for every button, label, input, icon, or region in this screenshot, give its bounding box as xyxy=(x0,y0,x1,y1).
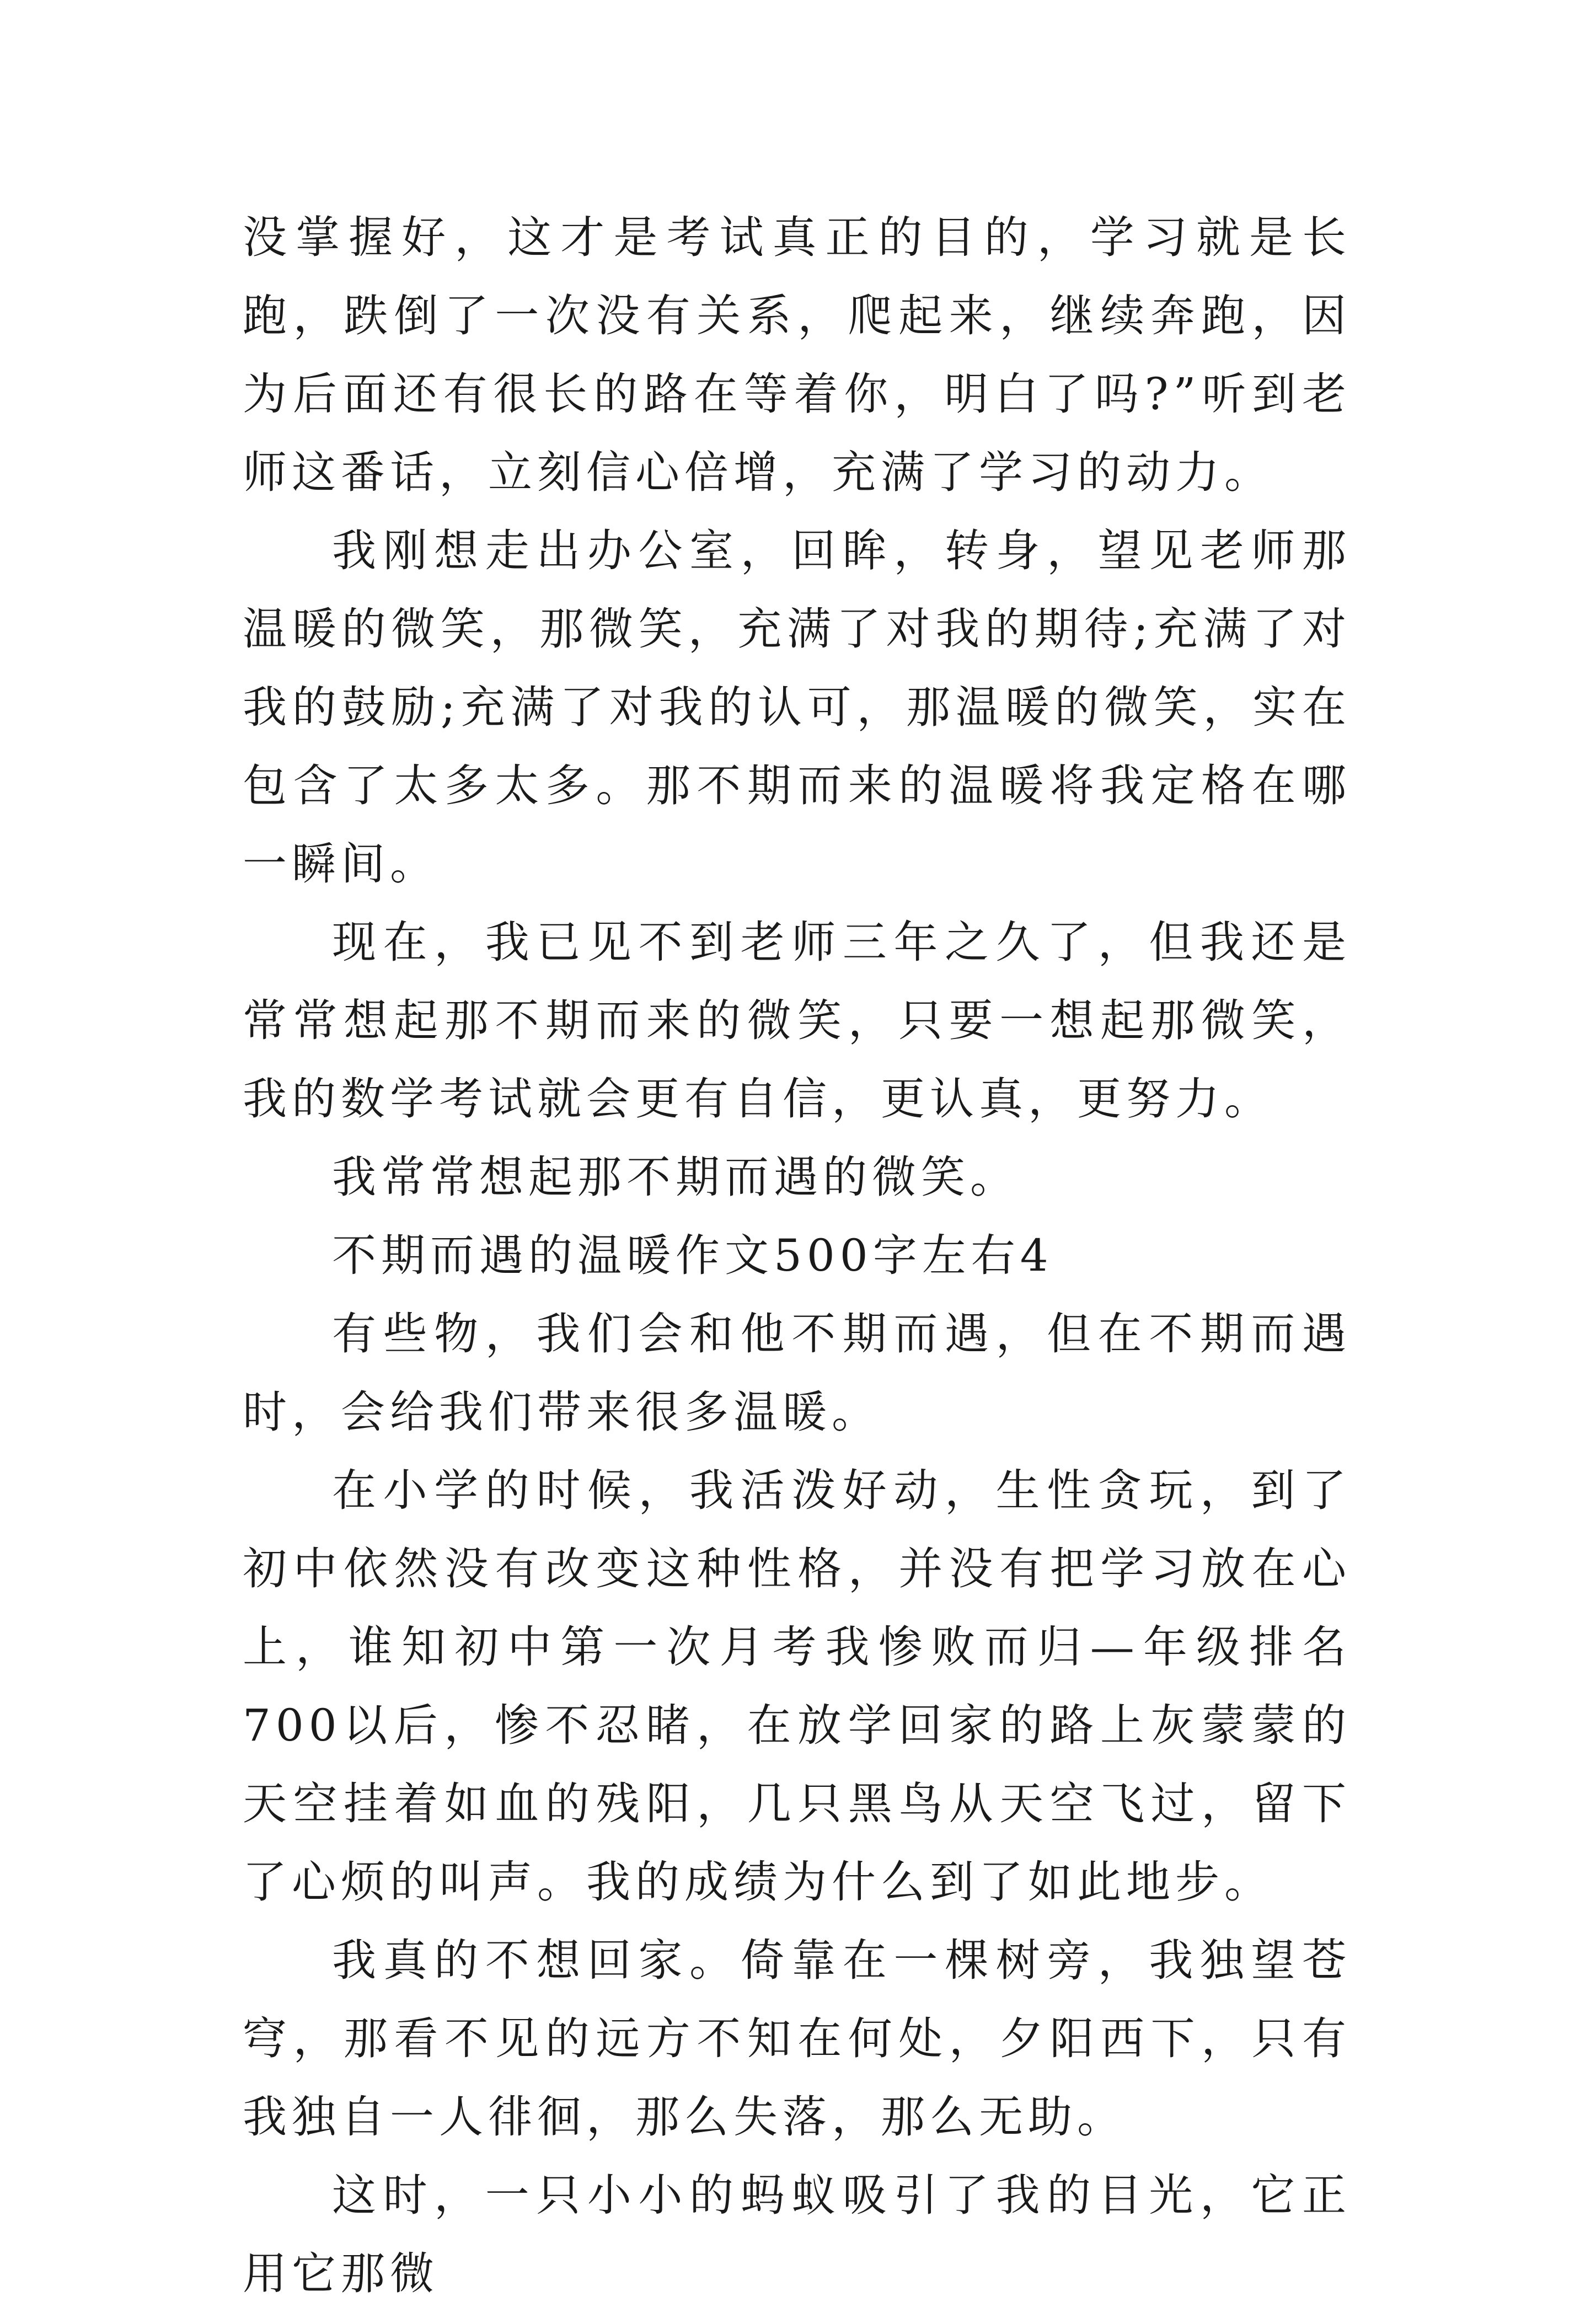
paragraph-8: 这时，一只小小的蚂蚁吸引了我的目光，它正用它那微 xyxy=(243,2170,1351,2299)
section-heading: 不期而遇的温暖作文500字左右4 xyxy=(332,1230,1053,1281)
paragraph-4: 我常常想起那不期而遇的微笑。 xyxy=(332,1152,1019,1203)
paragraph-1: 没掌握好，这才是考试真正的目的，学习就是长跑，跌倒了一次没有关系，爬起来，继续奔跑，因为后面还有很长的路在等着你，明白了吗?”听到老师这番话，立刻信心倍增，充满了学习的动力。 xyxy=(243,212,1351,498)
paragraph-5: 有些物，我们会和他不期而遇，但在不期而遇时，会给我们带来很多温暖。 xyxy=(243,1308,1351,1438)
paragraph-2: 我刚想走出办公室，回眸，转身，望见老师那温暖的微笑，那微笑，充满了对我的期待;充满了对我的鼓励;充满了对我的认可，那温暖的微笑，实在包含了太多太多。那不期而来的温暖将我定格在哪一瞬间。 xyxy=(243,525,1351,890)
paragraph-3: 现在，我已见不到老师三年之久了，但我还是常常想起那不期而来的微笑，只要一想起那微笑，我的数学考试就会更有自信，更认真，更努力。 xyxy=(243,917,1351,1125)
essay-body xyxy=(243,199,1351,2313)
paragraph-7: 我真的不想回家。倚靠在一棵树旁，我独望苍穹，那看不见的远方不知在何处，夕阳西下，只有我独自一人徘徊，那么失落，那么无助。 xyxy=(243,1935,1351,2143)
paragraph-6: 在小学的时候，我活泼好动，生性贪玩，到了初中依然没有改变这种性格，并没有把学习放在心上，谁知初中第一次月考我惨败而归—年级排名700以后，惨不忍睹，在放学回家的路上灰蒙蒙的天空挂着如血的残阳，几只黑鸟从天空飞过，留下了心烦的叫声。我的成绩为什么到了如此地步。 xyxy=(243,1465,1351,1908)
